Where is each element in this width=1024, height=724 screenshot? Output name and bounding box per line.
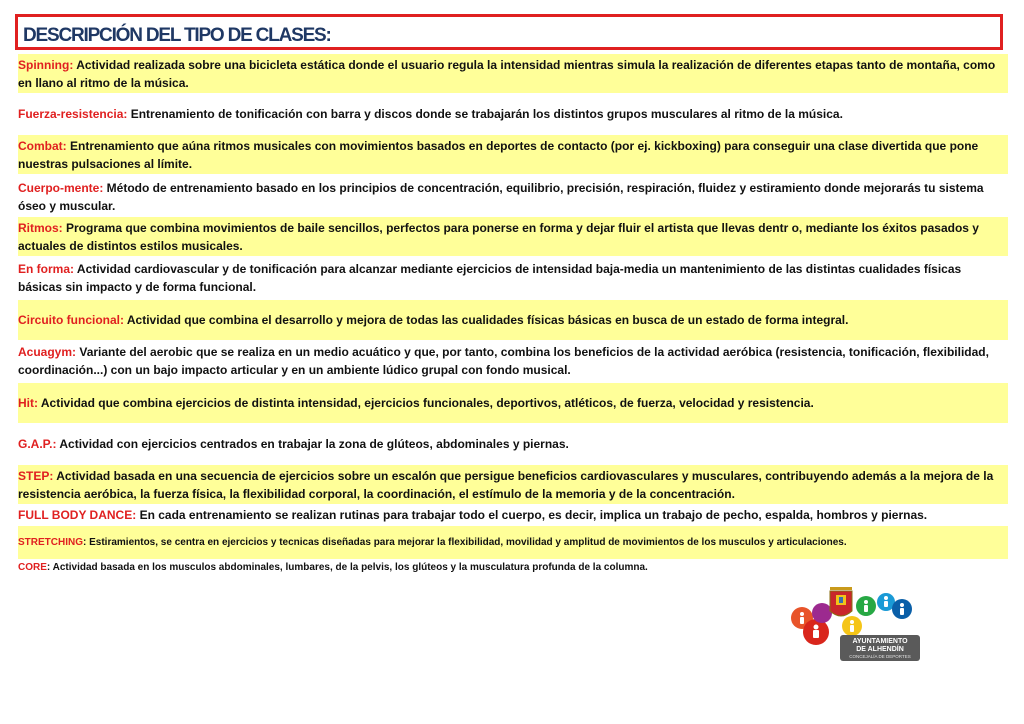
class-label: FULL BODY DANCE: <box>18 508 137 522</box>
municipal-sports-logo <box>788 585 923 663</box>
class-label: CORE <box>18 561 47 573</box>
class-label: Circuito funcional: <box>18 313 124 327</box>
class-label: Cuerpo-mente: <box>18 180 104 195</box>
class-label: En forma: <box>18 261 75 276</box>
class-description: Actividad que combina ejercicios de distinta intensidad, ejercicios funcionales, deportivos, atléticos, de fuerza, velocidad y resistencia. <box>38 396 814 410</box>
class-row-en-forma <box>18 258 1008 297</box>
class-row-combat <box>18 135 1008 174</box>
class-description: Entrenamiento que aúna ritmos musicales con movimientos basados en deportes de contacto (por ej. kickboxing) para conseguir una clase divertida que pone nuestras pulsaciones al límite. <box>18 138 979 171</box>
class-row-acuagym <box>18 341 1008 380</box>
logo-line2: DE ALHENDÍN <box>856 646 904 653</box>
class-row-core <box>18 559 1008 576</box>
class-label: Ritmos: <box>18 220 63 235</box>
class-label: Fuerza-resistencia: <box>18 107 128 121</box>
class-label: Acuagym: <box>18 344 77 359</box>
class-row-stretching <box>18 526 1008 559</box>
logo-line1: AYUNTAMIENTO <box>852 638 908 645</box>
sport-circle-purple <box>812 603 832 623</box>
logo-line3: CONCEJALÍA DE DEPORTES <box>849 654 911 659</box>
class-description: Actividad que combina el desarrollo y mejora de todas las cualidades físicas básicas en busca de un estado de forma integral. <box>124 313 849 327</box>
class-description: Método de entrenamiento basado en los principios de concentración, equilibrio, precisión, respiración, fluidez y estiramiento donde mejorarás tu sistema óseo y muscular. <box>18 180 984 213</box>
class-label: STEP: <box>18 468 54 483</box>
class-row-step <box>18 465 1008 504</box>
class-description: Entrenamiento de tonificación con barra y discos donde se trabajarán los distintos grupos musculares al ritmo de la música. <box>127 107 843 121</box>
logo-graphic <box>788 585 923 663</box>
class-row-cuerpo-mente <box>18 177 1008 216</box>
class-label: G.A.P.: <box>18 437 57 451</box>
class-description: Actividad realizada sobre una bicicleta estática donde el usuario regula la intensidad mientras simula la realización de diferentes etapas tanto de montaña, como en llano al ritmo de la música. <box>18 57 996 90</box>
class-row-circuito-funcional <box>18 300 1008 340</box>
class-label: Spinning: <box>18 57 74 72</box>
class-description: : Estiramientos, se centra en ejercicios y tecnicas diseñadas para mejorar la flexibilidad, movilidad y amplitud de movimientos de los musculos y articulaciones. <box>83 536 847 548</box>
class-row-full-body-dance <box>18 505 1008 525</box>
class-label: Combat: <box>18 138 67 153</box>
class-label: Hit: <box>18 396 38 410</box>
class-row-ritmos <box>18 217 1008 256</box>
coat-of-arms-icon <box>830 587 852 616</box>
class-description: Actividad cardiovascular y de tonificación para alcanzar mediante ejercicios de intensidad baja-media un mantenimiento de las distintas cualidades físicas básicas sin impacto y de forma funcional. <box>18 261 962 294</box>
class-row-fuerza-resistencia <box>18 102 1008 126</box>
class-description: Variante del aerobic que se realiza en un medio acuático y que, por tanto, combina los beneficios de la actividad aeróbica (resistencia, tonificación, flexibilidad, coordinación...) con un bajo impacto articular y en un ambiente lúdico grupal con fondo musical. <box>18 344 989 377</box>
class-description: Actividad con ejercicios centrados en trabajar la zona de glúteos, abdominales y piernas. <box>56 437 569 451</box>
page-title: DESCRIPCIÓN DEL TIPO DE CLASES: <box>23 25 331 46</box>
class-description: Programa que combina movimientos de baile sencillos, perfectos para ponerse en forma y dejar fluir el artista que llevas dentr o, mediante los éxitos pasados y actuales de distintos estilos musicales. <box>18 220 979 253</box>
class-description: : Actividad basada en los musculos abdominales, lumbares, de la pelvis, los glúteos y la musculatura profunda de la columna. <box>46 561 648 573</box>
title-box <box>15 14 1003 50</box>
class-row-hit <box>18 383 1008 423</box>
class-row-gap <box>18 432 1008 456</box>
class-label: STRETCHING <box>18 536 83 548</box>
class-description: Actividad basada en una secuencia de ejercicios sobre un escalón que persigue beneficios cardiovasculares y musculares, contribuyendo además a la mejora de la resistencia aeróbica, la fuerza física, la flexibilidad corporal, la coordinación, el estímulo de la memoria y de la concentración. <box>18 468 994 501</box>
class-description: En cada entrenamiento se realizan rutinas para trabajar todo el cuerpo, es decir, implica un trabajo de pecho, espalda, hombros y piernas. <box>136 508 928 522</box>
class-row-spinning <box>18 54 1008 93</box>
